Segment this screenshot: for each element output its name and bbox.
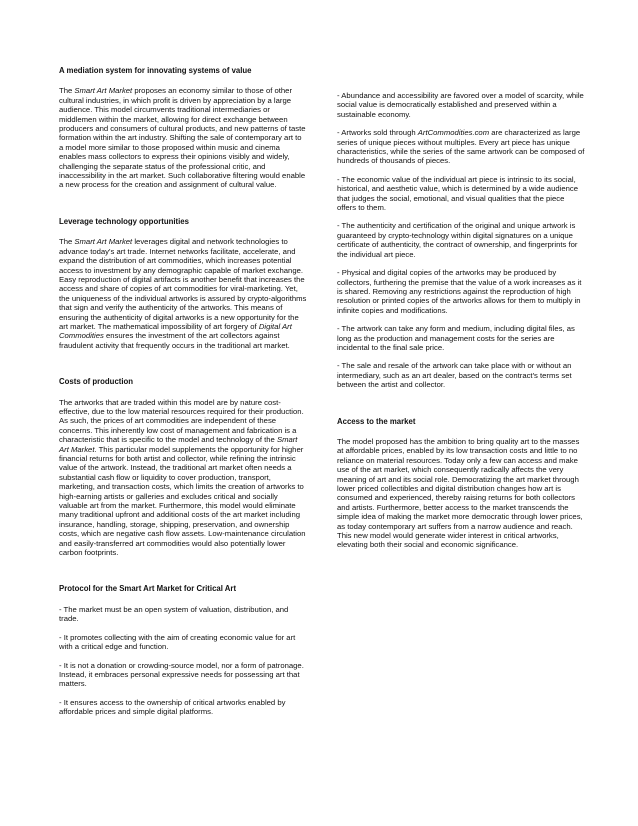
italic-smart-art-market: Smart Art Market (74, 237, 133, 247)
paragraph-costs: The artworks that are traded within this model are by nature cost-effective, due to the low material resources required for their production. As such, the prices of art commodities are independent of these concerns. This inherently low cost of management and fabrication is a characteristic that is specific to the model and technology of the Smart Art Market. This particular model supplements the opportunity for higher financial returns for both artist and collector, while refining the intrinsic value of the artwork. Instead, the traditional art market often needs a substantial cash flow or liquidity to cover production, transport, marketing, and transaction costs, which limits the creation of artworks to high-earning artists or galleries and excludes critical and socially valuable art from the market. Furthermore, this model would eliminate many traditional upfront and additional costs of the art market including insurance, handling, storage, shipping, preservation, and ownership costs, which are negative cash flow assets. Low-maintenance circulation and easily-transferred art commodities would also potentially lower carbon footprints. (59, 397, 306, 558)
right-column (337, 91, 585, 559)
protocol-item: - Artworks sold through ArtCommodities.com are characterized as large series of unique pieces without multiples. Every art piece has unique characteristics, while the series of the same artwork can be composed of hundreds of thousands of pieces. (337, 128, 585, 166)
protocol-item: - It promotes collecting with the aim of creating economic value for art with a critical edge and function. (59, 632, 296, 652)
paragraph-mediation: The Smart Art Market proposes an economy similar to those of other cultural industries, in which profit is driven by appreciation by a large audience. This model circumvents traditional intermediaries or middlemen within the market, allowing for direct exchange between producers and consumers of cultural products, and new patterns of taste formation within the art industry. Shifting the sale of contemporary art to a model more similar to those proposed within music and cinema enables mass collectors to express their opinions visibly and widely, challenging the separate status of the professional critic, and inaccessibility in the art market. Such collaborative filtering would enable a new process for the creation and assignment of cultural value. (59, 86, 306, 190)
paragraph-access: The model proposed has the ambition to bring quality art to the masses at affordable prices, enabled by its low transaction costs and little to no reliance on material resources. Today only a few can access and make use of the art market, which consequently radically affects the very meaning of art and its social role. Democratizing the art market through lower priced collectibles and digital distribution changes how art is consumed and experienced, thereby raising returns for both collectors and artists. Furthermore, better access to the market transcends the simple idea of making the market more democratic through lower prices, as today contemporary art suffers from a narrow audience and reach. This new model would generate wider interest in critical artworks, elevating both their social and economic significance. (337, 436, 583, 550)
protocol-item: - Physical and digital copies of the artworks may be produced by collectors, furthering the premise that the value of a work increases as it is shared. Removing any restrictions against the reproduction of high resolution or printed copies of the artworks allows for them to multiply in infinite copies and modifications. (337, 268, 582, 315)
heading-protocol: Protocol for the Smart Art Market for Critical Art (59, 584, 237, 594)
heading-access: Access to the market (337, 416, 416, 426)
italic-smart-art-market: Smart Art Market (74, 86, 133, 96)
heading-costs: Costs of production (59, 377, 134, 387)
protocol-item: - The economic value of the individual art piece is intrinsic to its social, historical, and aesthetic value, which is determined by a wide audience that judges the social, emotional, and visual qualities that the piece offers to them. (337, 174, 579, 213)
paragraph-technology: The Smart Art Market leverages digital and network technologies to advance today's art trade. Internet networks facilitate, accelerate, and expand the distribution of art commodities, which increases potential access to investment by any demographic capable of market exchange. Easy reproduction of digital artifacts is another benefit that increases the access and share of copies of art commodities for viral-marketing. Yet, the uniqueness of the individual artworks is assured by crypto-algorithms that sign and verify the authenticity of the artworks. This means of ensuring the authenticity of digital artworks is a new opportunity for the art market. The mathematical impossibility of art forgery of Digital Art Commodities ensures the investment of the art collectors against fraudulent activity that frequently occurs in the traditional art market. (59, 237, 307, 350)
italic-digital-art-commodities: Digital Art Commodities (59, 321, 292, 341)
left-column (59, 66, 307, 726)
protocol-item: - The sale and resale of the artwork can take place with or without an intermediary, such as an art dealer, based on the contract's terms set between the artist and collector. (337, 361, 572, 390)
protocol-item: - The market must be an open system of valuation, distribution, and trade. (59, 604, 289, 624)
protocol-item: - It is not a donation or crowding-source model, nor a form of patronage. Instead, it embraces personal expressive needs for possessing art that matters. (59, 660, 304, 689)
heading-mediation: A mediation system for innovating systems of value (59, 66, 252, 75)
protocol-item: - The authenticity and certification of the original and unique artwork is guaranteed by crypto-technology within digital signatures on a unique certificate of authenticity, the contract of ownership, and fingerprints for the individual art piece. (337, 221, 578, 259)
protocol-item: - Abundance and accessibility are favored over a model of scarcity, while social value is democratically established and preserved within a sustainable economy. (337, 91, 584, 119)
italic-smart-art-market: Smart Art Market (59, 435, 298, 454)
protocol-item: - It ensures access to the ownership of critical artworks enabled by affordable prices and simple digital platforms. (59, 697, 286, 717)
heading-technology: Leverage technology opportunities (59, 216, 189, 226)
italic-artcommodities: ArtCommodities.com (417, 128, 490, 138)
protocol-item: - The artwork can take any form and medium, including digital files, as long as the production and management costs for the series are incidental to the final sale price. (337, 324, 575, 352)
